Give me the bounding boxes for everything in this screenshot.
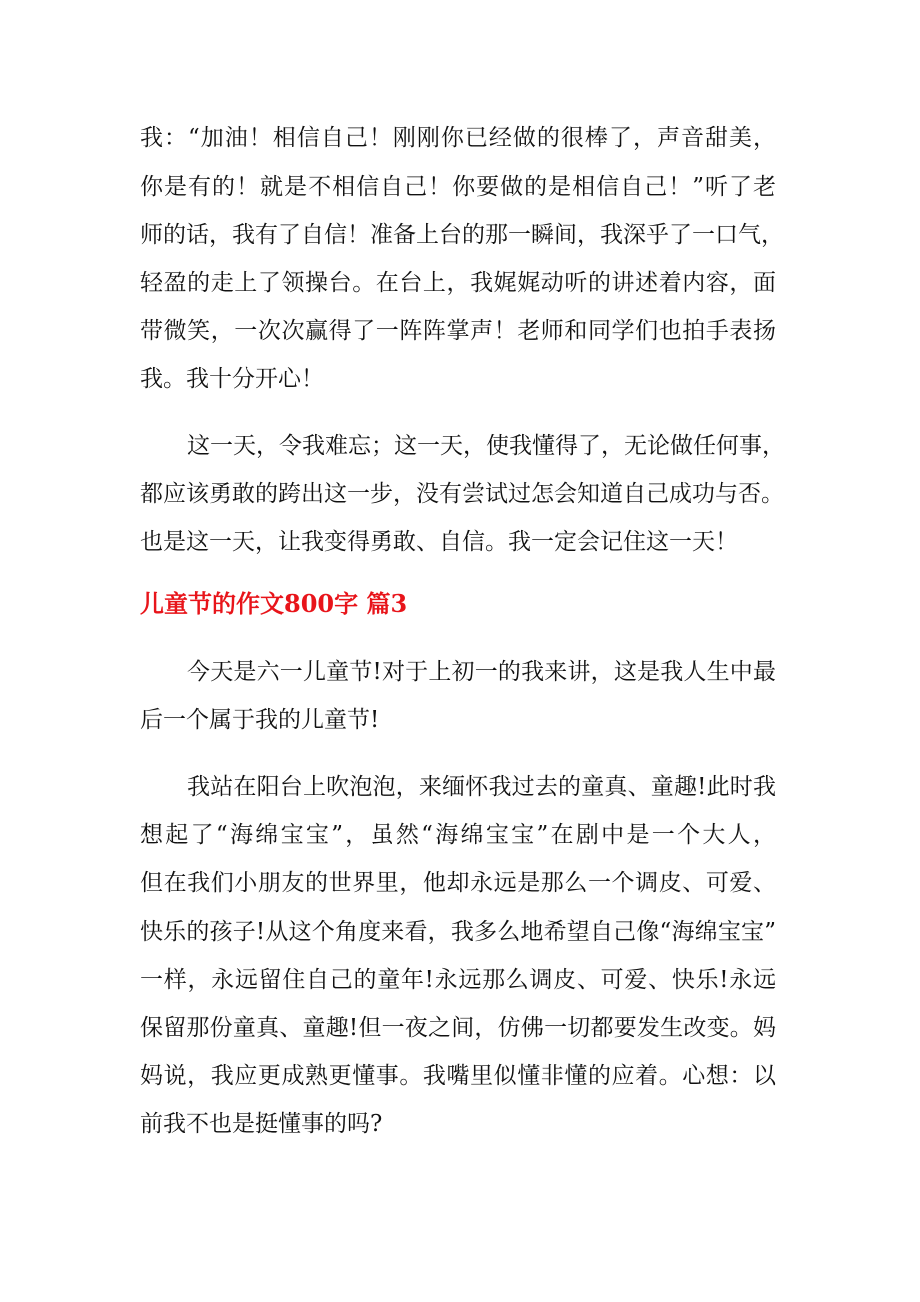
paragraph-4-line-3: 但在我们小朋友的世界里，他却永远是那么一个调皮、可爱、 xyxy=(140,870,776,896)
paragraph-1-line-1: 我：“加油！相信自己！刚刚你已经做的很棒了，声音甜美， xyxy=(140,125,776,151)
paragraph-4-line-7: 妈说，我应更成熟更懂事。我嘴里似懂非懂的应着。心想：以 xyxy=(140,1063,776,1089)
paragraph-2-line-3: 也是这一天，让我变得勇敢、自信。我一定会记住这一天！ xyxy=(140,529,738,555)
paragraph-4-line-5: 一样，永远留住自己的童年!永远那么调皮、可爱、快乐!永远 xyxy=(140,967,776,993)
paragraph-4-line-2: 想起了“海绵宝宝”，虽然“海绵宝宝”在剧中是一个大人， xyxy=(140,822,776,848)
paragraph-1-line-6: 我。我十分开心！ xyxy=(140,366,324,392)
paragraph-1-line-5: 带微笑，一次次赢得了一阵阵掌声！老师和同学们也拍手表扬 xyxy=(140,318,776,344)
paragraph-4-line-4: 快乐的孩子!从这个角度来看，我多么地希望自己像“海绵宝宝” xyxy=(140,919,776,945)
paragraph-1-line-4: 轻盈的走上了领操台。在台上，我娓娓动听的讲述着内容，面 xyxy=(140,270,776,296)
paragraph-4-line-6: 保留那份童真、童趣!但一夜之间，仿佛一切都要发生改变。妈 xyxy=(140,1015,776,1041)
paragraph-3-line-2: 后一个属于我的儿童节! xyxy=(140,707,380,733)
paragraph-4-line-1: 我站在阳台上吹泡泡，来缅怀我过去的童真、童趣!此时我 xyxy=(187,774,776,800)
section-heading: 儿童节的作文800字 篇3 xyxy=(140,589,408,618)
paragraph-4-line-8: 前我不也是挺懂事的吗? xyxy=(140,1111,383,1137)
paragraph-2-line-2: 都应该勇敢的跨出这一步，没有尝试过怎会知道自己成功与否。 xyxy=(140,481,784,507)
paragraph-1-line-3: 师的话，我有了自信！准备上台的那一瞬间，我深乎了一口气， xyxy=(140,222,784,248)
paragraph-2-line-1: 这一天，令我难忘；这一天，使我懂得了，无论做任何事， xyxy=(187,433,785,459)
paragraph-1-line-2: 你是有的！就是不相信自己！你要做的是相信自己！”听了老 xyxy=(140,174,776,200)
paragraph-3-line-1: 今天是六一儿童节!对于上初一的我来讲，这是我人生中最 xyxy=(187,659,776,685)
